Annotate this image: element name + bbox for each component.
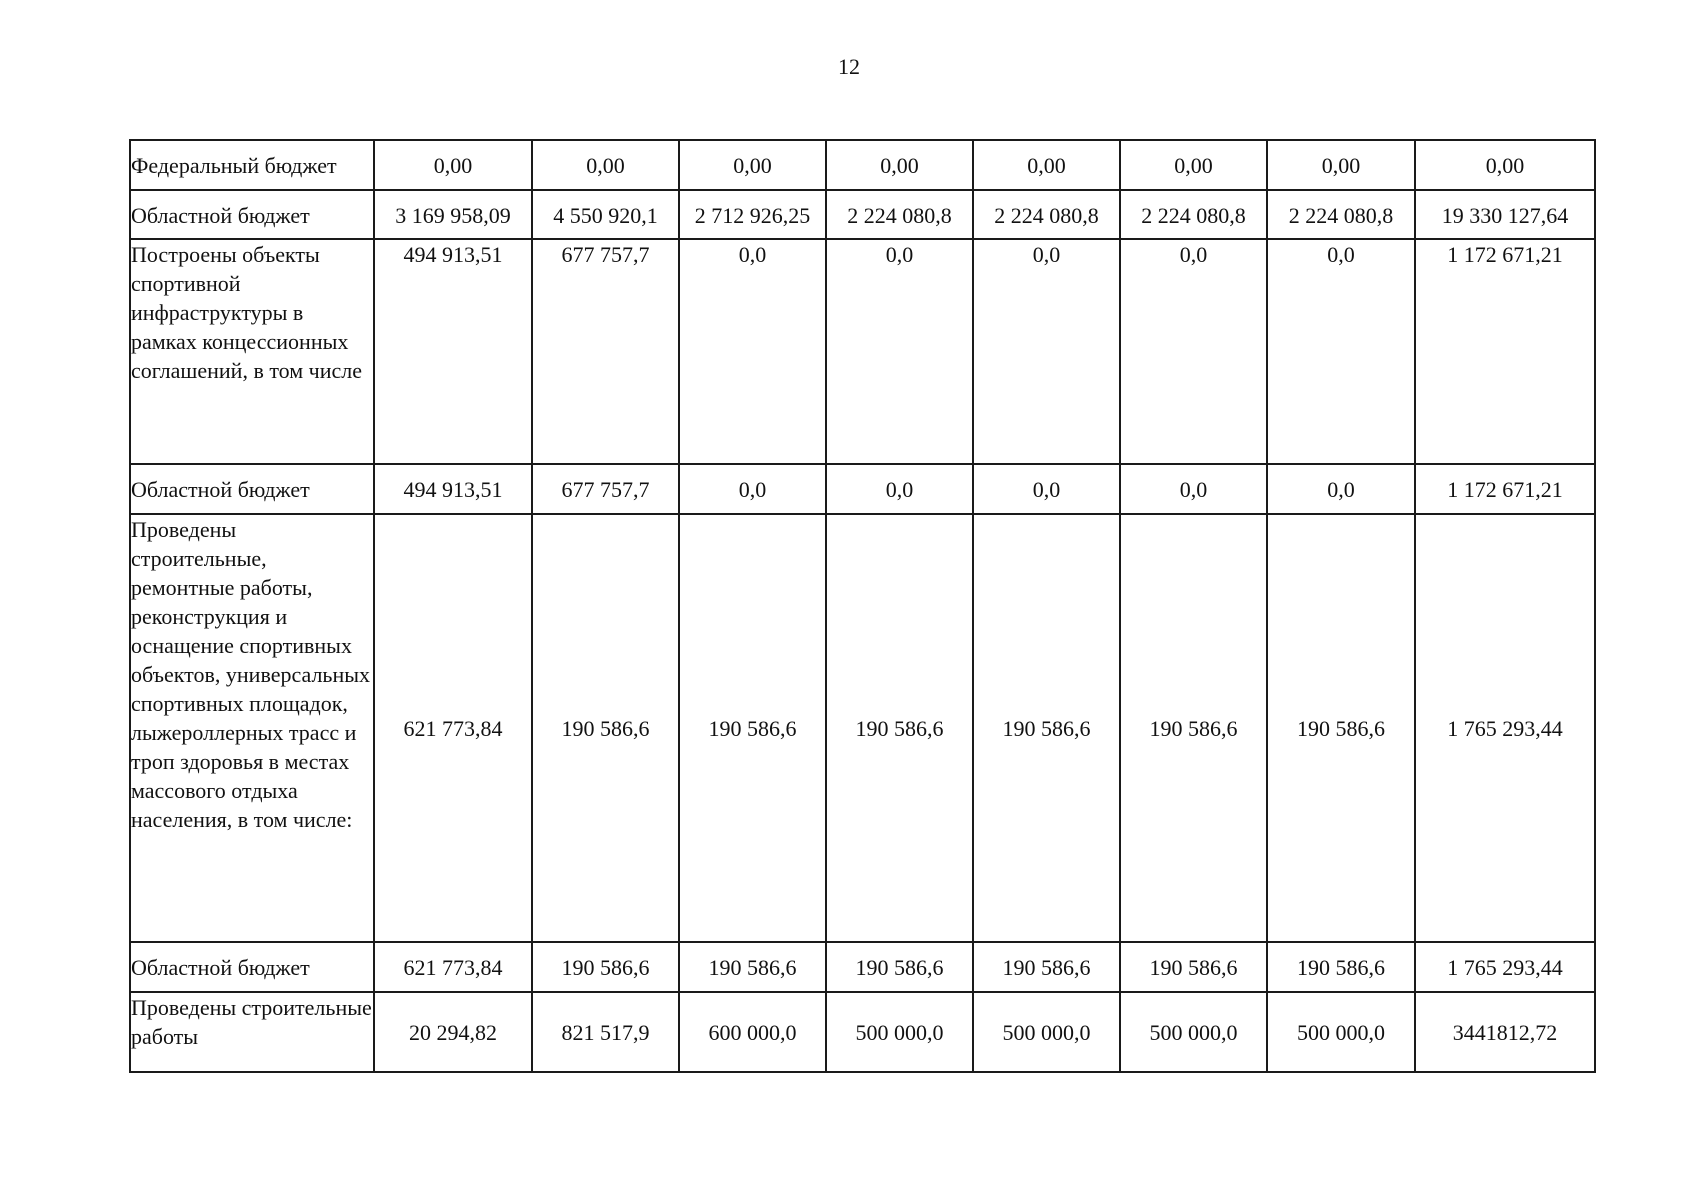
table-cell: 621 773,84	[374, 514, 532, 942]
table-row-federal-budget	[130, 140, 1595, 190]
table-cell: 0,0	[1120, 239, 1267, 464]
table-cell: 821 517,9	[532, 992, 679, 1072]
table-cell-total: 19 330 127,64	[1415, 190, 1595, 239]
table-cell-total: 1 765 293,44	[1415, 514, 1595, 942]
row-label: Построены объекты спортивной инфраструктуры в рамках концессионных соглашений, в том числе	[130, 239, 374, 464]
table-cell: 2 224 080,8	[973, 190, 1120, 239]
table-cell: 494 913,51	[374, 239, 532, 464]
table-cell: 190 586,6	[1267, 942, 1415, 992]
page-number: 12	[838, 54, 860, 79]
table-cell: 0,0	[1267, 239, 1415, 464]
table-cell: 2 712 926,25	[679, 190, 826, 239]
table-cell: 2 224 080,8	[1267, 190, 1415, 239]
table-cell: 0,0	[679, 239, 826, 464]
table-cell-total: 0,00	[1415, 140, 1595, 190]
table-cell-total: 1 172 671,21	[1415, 239, 1595, 464]
table-cell: 0,00	[1120, 140, 1267, 190]
table-cell: 500 000,0	[1120, 992, 1267, 1072]
table-cell: 0,0	[826, 239, 973, 464]
table-cell: 621 773,84	[374, 942, 532, 992]
table-cell: 190 586,6	[532, 942, 679, 992]
table-cell: 0,00	[1267, 140, 1415, 190]
table-cell: 0,00	[679, 140, 826, 190]
table-row-sports-infrastructure	[130, 239, 1595, 464]
table-row-construction-repair-works	[130, 514, 1595, 942]
table-cell: 500 000,0	[1267, 992, 1415, 1072]
table-cell: 0,0	[973, 464, 1120, 514]
table-cell: 190 586,6	[1120, 514, 1267, 942]
table-cell: 190 586,6	[679, 942, 826, 992]
table-cell: 0,0	[1120, 464, 1267, 514]
table-row-regional-budget	[130, 464, 1595, 514]
table-cell: 0,00	[826, 140, 973, 190]
table-cell: 2 224 080,8	[1120, 190, 1267, 239]
table-cell-total: 3441812,72	[1415, 992, 1595, 1072]
table-row-construction-works	[130, 992, 1595, 1072]
table-cell: 494 913,51	[374, 464, 532, 514]
budget-table	[129, 139, 1596, 1073]
row-label: Проведены строительные, ремонтные работы, реконструкция и оснащение спортивных объектов, универсальных спортивных площадок, лыжероллерных трасс и троп здоровья в местах массового отдыха населения, в том числе:	[130, 514, 374, 942]
table-cell: 500 000,0	[826, 992, 973, 1072]
table-row-regional-budget	[130, 942, 1595, 992]
table-cell: 600 000,0	[679, 992, 826, 1072]
table-cell: 677 757,7	[532, 239, 679, 464]
table-cell: 20 294,82	[374, 992, 532, 1072]
table-row-regional-budget	[130, 190, 1595, 239]
table-cell: 190 586,6	[973, 942, 1120, 992]
table-cell: 190 586,6	[973, 514, 1120, 942]
table-cell: 190 586,6	[532, 514, 679, 942]
table-cell-total: 1 765 293,44	[1415, 942, 1595, 992]
table-cell: 0,0	[973, 239, 1120, 464]
table-cell: 0,0	[1267, 464, 1415, 514]
row-label: Федеральный бюджет	[130, 140, 374, 190]
row-label: Областной бюджет	[130, 942, 374, 992]
row-label: Областной бюджет	[130, 190, 374, 239]
table-cell: 3 169 958,09	[374, 190, 532, 239]
table-cell: 677 757,7	[532, 464, 679, 514]
table-cell: 2 224 080,8	[826, 190, 973, 239]
table-cell: 0,00	[374, 140, 532, 190]
table-cell: 500 000,0	[973, 992, 1120, 1072]
table-cell-total: 1 172 671,21	[1415, 464, 1595, 514]
table-cell: 190 586,6	[826, 942, 973, 992]
table-cell: 0,00	[532, 140, 679, 190]
row-label: Проведены строительные работы	[130, 992, 374, 1072]
table-cell: 0,0	[679, 464, 826, 514]
row-label: Областной бюджет	[130, 464, 374, 514]
table-cell: 0,0	[826, 464, 973, 514]
table-cell: 190 586,6	[679, 514, 826, 942]
table-cell: 0,00	[973, 140, 1120, 190]
table-cell: 4 550 920,1	[532, 190, 679, 239]
table-cell: 190 586,6	[1267, 514, 1415, 942]
table-cell: 190 586,6	[1120, 942, 1267, 992]
table-cell: 190 586,6	[826, 514, 973, 942]
